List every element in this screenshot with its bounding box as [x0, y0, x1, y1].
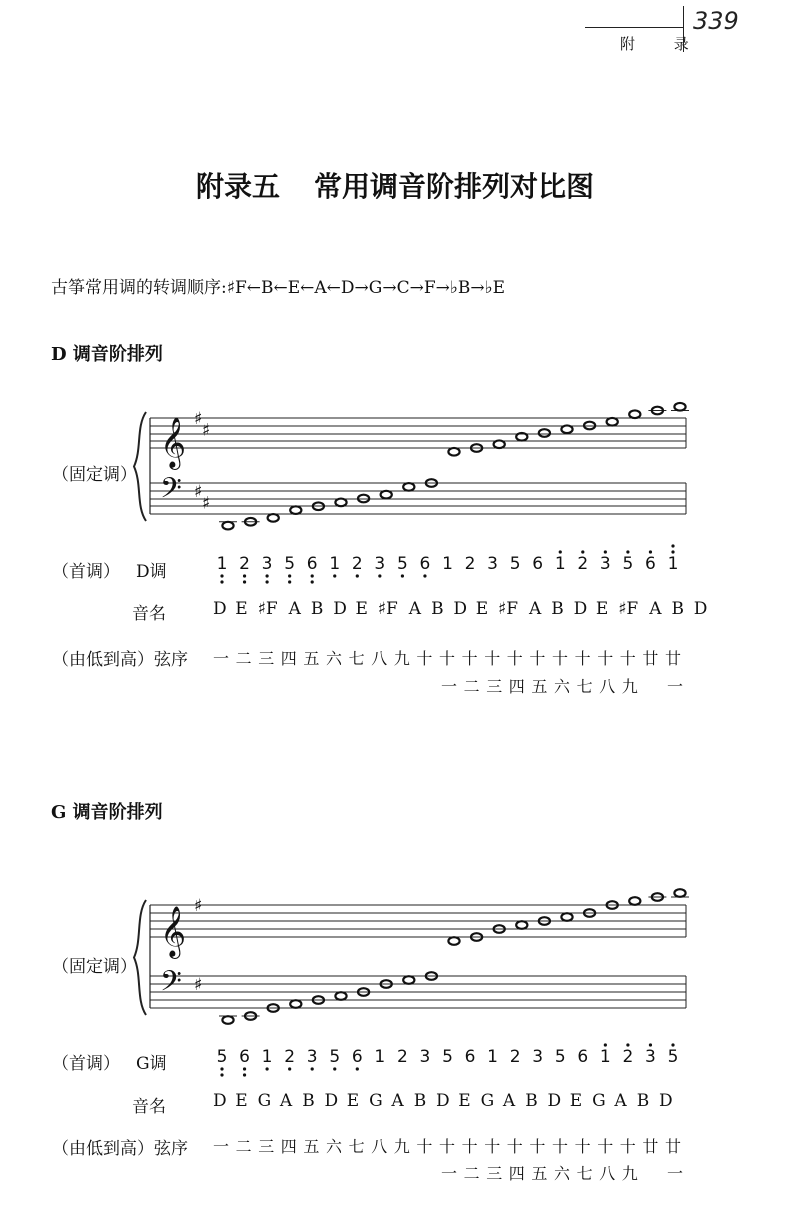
string-number: 十	[506, 649, 523, 668]
jianpu-digit: 5	[667, 1047, 679, 1067]
string-number-tens: 三	[486, 1164, 503, 1183]
string-number-tens: 一	[441, 677, 458, 696]
jianpu-digit: 5	[284, 554, 296, 574]
page-number: 339	[693, 7, 739, 35]
string-number: 九	[393, 1137, 410, 1156]
jianpu-digit: 2	[284, 1047, 296, 1067]
string-number: 十	[597, 649, 614, 668]
string-number-tens: 九	[621, 677, 638, 696]
jianpu-digit: 1	[667, 554, 679, 574]
jianpu-digit: 5	[622, 554, 634, 574]
jianpu-digit: 1	[554, 554, 566, 574]
octave-dot	[220, 574, 223, 577]
string-number: 一	[213, 1137, 230, 1156]
octave-dot	[671, 1043, 674, 1046]
key-sharp-icon: ♯	[194, 896, 203, 916]
string-number: 十	[439, 649, 456, 668]
octave-dot	[220, 1067, 223, 1070]
whole-note	[290, 1000, 301, 1008]
octave-dot	[378, 574, 381, 577]
jianpu-digit: 1	[329, 554, 341, 574]
whole-note	[403, 483, 414, 491]
note-names-label-d: 音名	[132, 604, 166, 624]
string-number-tens: 六	[554, 677, 571, 696]
running-head: 附 录	[620, 35, 706, 53]
treble-clef-icon: 𝄞	[160, 906, 187, 957]
note-name: ♯F	[377, 599, 398, 619]
whole-note	[381, 491, 392, 499]
note-name: D	[436, 1091, 450, 1111]
jianpu-digit: 3	[645, 1047, 656, 1067]
jianpu-digit: 6	[464, 1047, 476, 1067]
string-number: 八	[371, 649, 388, 668]
string-number: 四	[280, 1137, 297, 1156]
octave-dot	[311, 574, 314, 577]
octave-dot	[333, 1067, 336, 1070]
note-name: G	[480, 1091, 495, 1111]
string-number: 九	[393, 649, 410, 668]
jianpu-digit: 3	[261, 554, 273, 574]
string-number: 十	[574, 649, 591, 668]
string-number: 十	[439, 1137, 456, 1156]
jianpu-digit: 6	[419, 554, 431, 574]
whole-note	[403, 976, 414, 984]
movable-do-label-d: （首调）	[52, 562, 120, 582]
note-name: A	[408, 599, 422, 619]
octave-dot	[288, 574, 291, 577]
note-name: B	[551, 599, 564, 619]
note-name: G	[369, 1091, 383, 1111]
note-name: A	[649, 599, 662, 619]
note-name: A	[391, 1091, 404, 1111]
string-number-tens: 八	[599, 677, 616, 696]
string-number: 十	[484, 1137, 501, 1156]
note-name: D	[573, 599, 588, 619]
string-number: 二	[235, 1137, 252, 1156]
jianpu-digit: 5	[554, 1047, 566, 1067]
string-number: 二	[235, 649, 252, 668]
string-number-tens: 五	[531, 1164, 548, 1183]
string-number: 廿	[642, 649, 659, 668]
jianpu-digit: 1	[442, 554, 453, 574]
octave-dot	[604, 550, 607, 553]
note-name: E	[346, 1091, 360, 1111]
jianpu-digit: 6	[577, 1047, 589, 1067]
jianpu-digit: 2	[351, 554, 363, 574]
note-name: ♯F	[257, 599, 278, 619]
jianpu-digit: 5	[396, 554, 408, 574]
whole-note	[222, 522, 233, 530]
jianpu-digit: 6	[532, 554, 544, 574]
jianpu-digit: 3	[419, 1047, 431, 1067]
string-number: 十	[506, 1137, 523, 1156]
key-name-g: G调	[136, 1054, 167, 1074]
string-number: 七	[348, 1137, 365, 1156]
octave-dot	[288, 1067, 291, 1070]
string-number: 廿	[642, 1137, 659, 1156]
jianpu-digit: 2	[509, 1047, 521, 1067]
note-name: D	[453, 599, 468, 619]
octave-dot	[626, 550, 629, 553]
string-number: 十	[461, 1137, 478, 1156]
string-number-tens: 六	[554, 1164, 571, 1183]
octave-dot	[311, 580, 314, 583]
whole-note	[674, 889, 685, 897]
treble-clef-icon: 𝄞	[160, 417, 187, 468]
octave-dot	[288, 580, 291, 583]
string-number: 十	[552, 1137, 569, 1156]
note-name: D	[693, 599, 708, 619]
octave-dot	[559, 550, 562, 553]
string-order-label-g: （由低到高）弦序	[52, 1139, 188, 1159]
string-number: 十	[416, 649, 433, 668]
note-name: B	[525, 1091, 538, 1111]
string-number: 廿	[665, 1137, 682, 1156]
note-name: G	[257, 1091, 272, 1111]
octave-dot	[581, 550, 584, 553]
octave-dot	[311, 1067, 314, 1070]
jianpu-digit: 3	[487, 554, 499, 574]
jianpu-digit: 1	[261, 1047, 273, 1067]
jianpu-digit: 3	[532, 1047, 544, 1067]
string-number: 十	[574, 1137, 591, 1156]
jianpu-digit: 1	[216, 554, 228, 574]
jianpu-digit: 5	[216, 1047, 228, 1067]
string-number: 一	[213, 649, 230, 668]
octave-dot	[266, 1067, 269, 1070]
movable-do-label-g: （首调）	[52, 1054, 120, 1074]
string-number: 十	[484, 649, 501, 668]
key-sharp-icon: ♯	[194, 481, 203, 502]
octave-dot	[243, 580, 246, 583]
octave-dot	[220, 1073, 223, 1076]
string-number-tens: 一	[441, 1164, 458, 1183]
string-number: 十	[461, 649, 478, 668]
whole-note	[335, 499, 346, 507]
string-number-tens: 五	[531, 677, 548, 696]
string-number: 六	[326, 649, 343, 668]
jianpu-digit: 2	[464, 554, 476, 574]
section-heading-g: G 调音阶排列	[51, 802, 163, 823]
octave-dot	[649, 1043, 652, 1046]
section-heading-d: D 调音阶排列	[51, 344, 163, 365]
string-number: 六	[326, 1137, 343, 1156]
note-name: A	[279, 1091, 293, 1111]
note-name: A	[529, 599, 542, 619]
jianpu-digit: 3	[306, 1047, 318, 1067]
jianpu-digit: 6	[645, 554, 656, 574]
key-sharp-icon: ♯	[202, 493, 211, 514]
string-number-tens: 八	[599, 1164, 616, 1183]
whole-note	[448, 937, 459, 945]
jianpu-digit: 1	[374, 1047, 386, 1067]
octave-dot	[671, 550, 674, 553]
jianpu-digit: 2	[622, 1047, 634, 1067]
string-number: 四	[280, 649, 297, 668]
string-number: 三	[258, 1137, 275, 1156]
octave-dot	[356, 1067, 359, 1070]
string-number-tens: 九	[621, 1164, 638, 1183]
note-name: D	[659, 1091, 673, 1111]
octave-dot	[266, 580, 269, 583]
string-number-tens: 一	[667, 677, 684, 696]
octave-dot	[333, 574, 336, 577]
octave-dot	[401, 574, 404, 577]
whole-note	[561, 425, 572, 433]
note-name: D	[213, 1091, 227, 1111]
note-name: E	[355, 599, 368, 619]
whole-note	[607, 418, 618, 426]
bass-clef-icon: 𝄢	[160, 965, 182, 1005]
jianpu-digit: 1	[599, 1047, 611, 1067]
jianpu-digit: 2	[577, 554, 589, 574]
jianpu-digit: 5	[509, 554, 521, 574]
octave-dot	[423, 574, 426, 577]
whole-note	[629, 897, 640, 905]
note-name: E	[235, 599, 248, 619]
string-number: 八	[371, 1137, 388, 1156]
string-number: 三	[258, 649, 275, 668]
whole-note	[448, 448, 459, 456]
note-name: B	[671, 599, 684, 619]
note-name: D	[324, 1091, 339, 1111]
brace	[134, 900, 146, 1015]
jianpu-digit: 2	[239, 554, 250, 574]
octave-dot	[220, 580, 223, 583]
string-number-tens: 七	[576, 1164, 593, 1183]
note-name: B	[310, 599, 324, 619]
fixed-do-label-d: （固定调）	[52, 465, 137, 485]
octave-dot	[604, 1043, 607, 1046]
whole-note	[561, 913, 572, 921]
whole-note	[222, 1016, 233, 1024]
string-number-tens: 三	[486, 677, 503, 696]
note-name: A	[614, 1091, 627, 1111]
note-name: B	[636, 1091, 650, 1111]
string-number-tens: 四	[508, 1164, 525, 1183]
note-name: E	[475, 599, 489, 619]
note-name: E	[235, 1091, 248, 1111]
jianpu-digit: 5	[442, 1047, 453, 1067]
whole-note	[539, 429, 550, 437]
whole-note	[335, 992, 346, 1000]
note-name: E	[595, 599, 609, 619]
octave-dot	[626, 1043, 629, 1046]
note-name: D	[547, 1091, 562, 1111]
string-number-tens: 二	[463, 1164, 480, 1183]
whole-note	[674, 403, 685, 411]
string-number-tens: 二	[463, 677, 480, 696]
octave-dot	[243, 1073, 246, 1076]
octave-dot	[671, 544, 674, 547]
jianpu-digit: 3	[374, 554, 386, 574]
key-sharp-icon: ♯	[202, 420, 211, 441]
note-name: ♯F	[498, 599, 519, 619]
string-number: 十	[597, 1137, 614, 1156]
note-name: G	[592, 1091, 606, 1111]
note-name: A	[502, 1091, 516, 1111]
string-number: 七	[348, 649, 365, 668]
string-number: 十	[529, 649, 546, 668]
jianpu-digit: 3	[599, 554, 611, 574]
modulation-order-text: 古筝常用调的转调顺序:♯F←B←E←A←D→G→C→F→♭B→♭E	[51, 278, 506, 298]
string-number-tens: 七	[576, 677, 593, 696]
string-order-label-d: （由低到高）弦序	[52, 650, 188, 670]
note-name: E	[458, 1091, 471, 1111]
title-text: 常用调音阶排列对比图	[314, 170, 595, 203]
note-name: D	[213, 599, 227, 619]
jianpu-digit: 5	[329, 1047, 341, 1067]
whole-note	[494, 440, 505, 448]
string-number: 十	[529, 1137, 546, 1156]
title-appendix-number: 附录五	[195, 170, 280, 203]
string-number: 十	[552, 649, 569, 668]
note-names-label-g: 音名	[132, 1097, 166, 1117]
whole-note	[290, 506, 301, 514]
string-number: 五	[303, 649, 320, 668]
bass-clef-icon: 𝄢	[160, 472, 182, 512]
note-name: B	[431, 599, 444, 619]
jianpu-digit: 6	[239, 1047, 250, 1067]
string-number: 十	[619, 1137, 636, 1156]
jianpu-digit: 2	[396, 1047, 408, 1067]
octave-dot	[266, 574, 269, 577]
note-name: ♯F	[618, 599, 639, 619]
key-sharp-icon: ♯	[194, 975, 203, 995]
key-sharp-icon: ♯	[194, 409, 203, 429]
string-number: 十	[619, 649, 636, 668]
jianpu-digit: 6	[351, 1047, 363, 1067]
string-number-tens: 四	[508, 677, 525, 696]
note-name: E	[569, 1091, 583, 1111]
string-number: 五	[303, 1137, 320, 1156]
octave-dot	[649, 550, 652, 553]
key-name-d: D调	[136, 562, 167, 582]
fixed-do-label-g: （固定调）	[52, 957, 137, 977]
string-number-tens: 一	[667, 1164, 684, 1183]
note-name: B	[413, 1091, 427, 1111]
brace	[134, 412, 146, 521]
octave-dot	[243, 1067, 246, 1070]
octave-dot	[243, 574, 246, 577]
string-number: 十	[416, 1137, 433, 1156]
whole-note	[268, 514, 279, 522]
whole-note	[629, 410, 640, 418]
string-number: 廿	[665, 649, 682, 668]
note-name: D	[333, 599, 347, 619]
octave-dot	[356, 574, 359, 577]
jianpu-digit: 6	[306, 554, 318, 574]
note-name: B	[302, 1091, 315, 1111]
jianpu-digit: 1	[487, 1047, 499, 1067]
whole-note	[516, 921, 527, 929]
note-name: A	[288, 599, 301, 619]
